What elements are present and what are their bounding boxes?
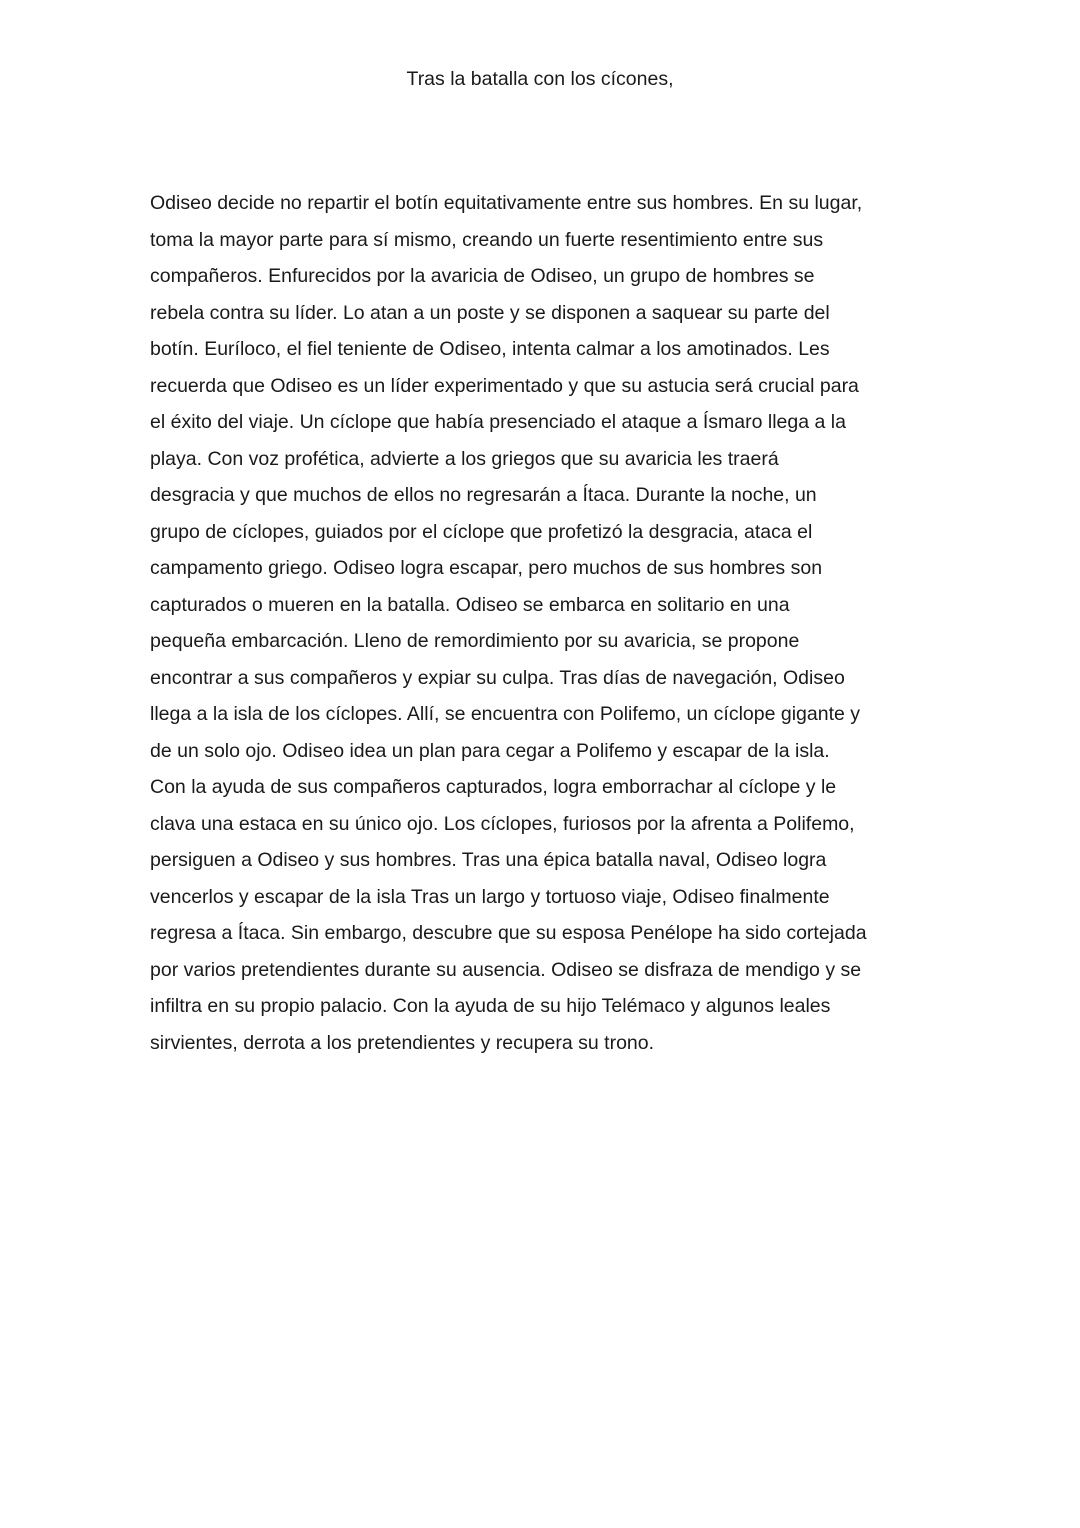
paragraph-line: de un solo ojo. Odiseo idea un plan para cegar a Polifemo y escapar de la isla. <box>150 739 830 762</box>
paragraph-line: compañeros. Enfurecidos por la avaricia de Odiseo, un grupo de hombres se <box>150 265 815 287</box>
paragraph-line: Odiseo decide no repartir el botín equitativamente entre sus hombres. En su lugar, <box>150 192 863 214</box>
paragraph-line: el éxito del viaje. Un cíclope que había presenciado el ataque a Ísmaro llega a la <box>150 411 846 433</box>
story-paragraph <box>150 185 940 1061</box>
paragraph-line: llega a la isla de los cíclopes. Allí, se encuentra con Polifemo, un cíclope gigante y <box>150 703 860 725</box>
paragraph-line: grupo de cíclopes, guiados por el cíclope que profetizó la desgracia, ataca el <box>150 520 813 543</box>
paragraph-line: infiltra en su propio palacio. Con la ayuda de su hijo Telémaco y algunos leales <box>150 995 831 1017</box>
paragraph-line: rebela contra su líder. Lo atan a un poste y se disponen a saquear su parte del <box>150 301 830 324</box>
document-title: Tras la batalla con los cícones, <box>406 68 674 90</box>
paragraph-line: vencerlos y escapar de la isla Tras un largo y tortuoso viaje, Odiseo finalmente <box>150 885 830 908</box>
paragraph-line: recuerda que Odiseo es un líder experimentado y que su astucia será crucial para <box>150 374 859 397</box>
paragraph-line: desgracia y que muchos de ellos no regresarán a Ítaca. Durante la noche, un <box>150 484 817 506</box>
paragraph-line: encontrar a sus compañeros y expiar su culpa. Tras días de navegación, Odiseo <box>150 666 845 689</box>
paragraph-line: clava una estaca en su único ojo. Los cíclopes, furiosos por la afrenta a Polifemo, <box>150 812 855 835</box>
paragraph-line: sirvientes, derrota a los pretendientes y recupera su trono. <box>150 1031 655 1054</box>
paragraph-line: capturados o mueren en la batalla. Odiseo se embarca en solitario en una <box>150 593 790 616</box>
paragraph-line: por varios pretendientes durante su ausencia. Odiseo se disfraza de mendigo y se <box>150 958 862 981</box>
paragraph-line: Con la ayuda de sus compañeros capturados, logra emborrachar al cíclope y le <box>150 776 837 798</box>
paragraph-line: persiguen a Odiseo y sus hombres. Tras una épica batalla naval, Odiseo logra <box>150 849 827 871</box>
paragraph-line: playa. Con voz profética, advierte a los griegos que su avaricia les traerá <box>150 447 779 470</box>
paragraph-line: campamento griego. Odiseo logra escapar, pero muchos de sus hombres son <box>150 557 823 579</box>
paragraph-line: toma la mayor parte para sí mismo, creando un fuerte resentimiento entre sus <box>150 228 824 251</box>
paragraph-line: regresa a Ítaca. Sin embargo, descubre que su esposa Penélope ha sido cortejada <box>150 922 867 944</box>
paragraph-line: botín. Euríloco, el fiel teniente de Odiseo, intenta calmar a los amotinados. Les <box>150 338 830 360</box>
paragraph-line: pequeña embarcación. Lleno de remordimiento por su avaricia, se propone <box>150 630 800 652</box>
